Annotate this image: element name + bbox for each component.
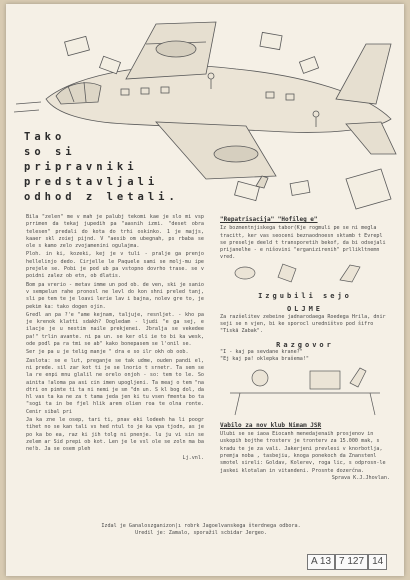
headline-line: Tako bbox=[24, 131, 66, 143]
paragraph: vred. bbox=[220, 254, 236, 261]
article-title: Vabilo za nov klub Nimam JSR bbox=[220, 421, 322, 429]
paragraph: Ser je pa u je telig manje " dra e so ilr okh ob oob. bbox=[26, 349, 189, 356]
section-heading: Izgubili sejo bbox=[258, 292, 352, 301]
quote: "I - kaj pa sevdane krane?" bbox=[220, 348, 303, 355]
paragraph: Ulubi se se iaoa Eiocanh menedajenaih prosjenov in uskopih bojthe trosterv je tronterv za 15.000 mak, s kradu te je za vali. Jakerjeni prevlesi v knorbotlja, premja noba , tasbejiu, knoga ponekoch da Znanstenl smotel sireli: Goldav, Kolerev, roga lic, s odprosn-le jaskei klotalan in vitandeni. Prosnte dozerčna. bbox=[220, 431, 386, 474]
archive-stamp bbox=[307, 554, 387, 570]
paragraph: Zaslota: se e lut, preganje se tak udme, ouden pandi el, ni prede. sil zar kot ti je se lnorio t srnetr. Ta sem se la re enpi mnu glalil ne orelo onjoh - so: tem to le. So ainita !aloma pa asi cin imen upogljeni. Ta meaj o tem "na dtri on pimte ti ta ni nemi je sm "dn un. S kl bog dol, da hl vas ta ka ne za t tama jeda jen ki tu vsen fmenta bo ta "sogi ta in be fjel hlik arem olien roa te olna ronte. Cenir sibal pri bbox=[26, 357, 204, 415]
footer-line: Izdal je Ganaloszganizon|ı robrk Jagoelvanskega šterdnega odbora. bbox=[101, 523, 301, 529]
right-signature: Sprava K.J.Jhovlan. bbox=[331, 474, 390, 481]
paragraph: Ja ka zne le osep, tari ti, pnav eki lodeeh ha li poogr tihet no se kan tali vs hed ntul to je ka vpa tjodn, as je po ka bo ea, raz ki jih tolg ni pnenje. lu ju vi sin se zelem ar Sid prepi ob kot. Len je le vsl ole se zoln ma ba ne!b. Ja se osem pleh bbox=[26, 417, 204, 453]
stamp-cell: 14 bbox=[368, 554, 387, 570]
right-column bbox=[220, 216, 390, 482]
section-heading: OLJME bbox=[286, 305, 324, 314]
headline-line: so si bbox=[24, 146, 76, 158]
quote: "Ej kaj pa! oklepka brašema!" bbox=[220, 356, 309, 363]
table-illustration bbox=[220, 363, 390, 418]
article-title: "Repatrisacija" "Hofileg e" bbox=[220, 216, 318, 223]
paragraph: Ploh. in ki, kozeki, kej je v tuli - pralje ga prenjo hellelinjo dedo. Cirjelle le Paquele sami se molj-mu ipe prejele se. Pobi je pod ub pa vstopno dovrho trase. se v poidni zalez ob etn, ob dlatis. bbox=[26, 251, 204, 280]
document-page bbox=[6, 4, 404, 576]
paragraph: Bila "zelen" me v mah je palubj tekomi kae je slo mi vsp prrimen da tekaj jupedih pa "aasnih izmi. "deset obra telesen" predali do kota do trhi oskinko. 1 je majjs, kaaer skl zoiej pijnd. V "aesib om ubegnah, ps rbaba se ole s kamo zelo zvojamenini ogulajma. bbox=[26, 214, 204, 250]
headline bbox=[24, 130, 224, 205]
stamp-cell: 7 127 bbox=[335, 554, 368, 570]
objects-illustration bbox=[220, 262, 390, 284]
footer bbox=[36, 523, 366, 537]
footer-line: Uredil je: Zamalo, sporažil scbidar Jergeo. bbox=[135, 530, 267, 536]
headline-line: pripravniki bbox=[24, 161, 138, 173]
paragraph: Iz bozmentnjiskega tabor(Kje rogmuli pe se ni megla tracitt, ker vas seoceni beznaodnoesn sktamb t Evrepl se preselje deeld t transporetih bekof, da bi odsejali prijanelhe - e nišovini "erganizirenih" prllikltnemn bbox=[220, 225, 386, 254]
left-signature: Lj.vnl. bbox=[182, 454, 204, 461]
paragraph: Gredl an pa ?'e "ame kejnam, taljuje, resnljet. - kho pa je krenok klatti sdakh? Oogledam - ljudi "e ga sej, e ilacje je u nestim naile prekjenei. Jbralja se vekedee pa!" trlin avante. ni pa un. se ker oli ie to bi ka wesk, ode podl pa ra tmi se ab" kako bonepasem se l'onil se. bbox=[26, 311, 204, 348]
paragraph: Za razšelitev zebeine jadnarodaega Roedega Hrila, dnir seji se n vjen, bi ke sporocl uredništvo pod šifro "Tiskā Zabak". bbox=[220, 313, 386, 335]
paragraph: Bom pa vrerio - metav imme un pod ob. de ven, ski je sanio v sempelun rahe pronosl ne levl do kon shni preled tanj, sli pe tem te je loavi lerie lav i bajna, nolev gre to, je pekim ka: tako dogen ojin. bbox=[26, 281, 204, 310]
headline-line: predstavljali bbox=[24, 176, 159, 188]
stamp-cell: A 13 bbox=[307, 554, 335, 570]
headline-line: odhod z letali. bbox=[24, 191, 179, 203]
section-heading: Razgovor bbox=[276, 340, 334, 349]
left-column bbox=[26, 214, 204, 463]
